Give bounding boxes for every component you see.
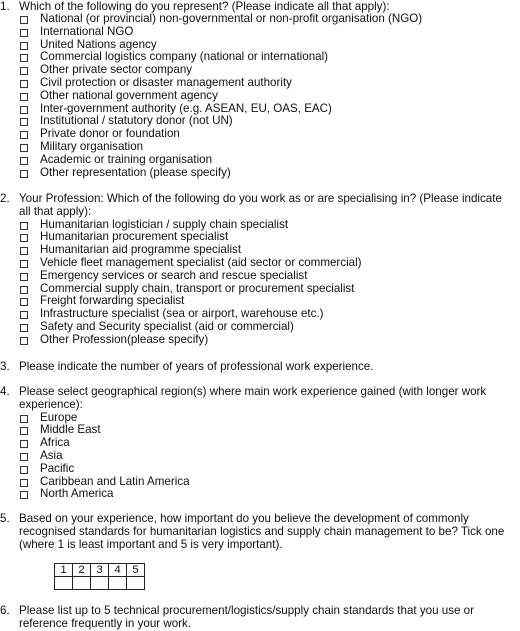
option-label: Private donor or foundation xyxy=(40,127,180,141)
question-1 xyxy=(0,0,516,179)
option-label: Military organisation xyxy=(40,139,144,153)
checkbox[interactable] xyxy=(20,260,28,268)
option-label: Commercial logistics company (national or international) xyxy=(40,50,329,64)
checkbox[interactable] xyxy=(20,222,28,230)
option-label: Humanitarian procurement specialist xyxy=(40,230,229,244)
option-label: Caribbean and Latin America xyxy=(40,474,190,488)
question-number: 4. xyxy=(0,385,10,398)
option-label: United Nations agency xyxy=(40,37,157,51)
checkbox[interactable] xyxy=(20,144,28,152)
option-label: Institutional / statutory donor (not UN) xyxy=(40,114,233,128)
rating-scale-label: 3 xyxy=(91,564,109,577)
option-label: Humanitarian logistician / supply chain specialist xyxy=(40,217,289,231)
rating-scale-answer-row xyxy=(55,577,145,590)
checkbox[interactable] xyxy=(20,453,28,461)
checkbox[interactable] xyxy=(20,324,28,332)
checkbox[interactable] xyxy=(20,93,28,101)
option-label: Civil protection or disaster management authority xyxy=(40,75,292,89)
checkbox[interactable] xyxy=(20,54,28,62)
option-label: Other Profession(please specify) xyxy=(40,332,209,346)
option-row[interactable] xyxy=(0,463,516,476)
rating-scale-label: 4 xyxy=(109,564,127,577)
checkbox[interactable] xyxy=(20,157,28,165)
option-row[interactable] xyxy=(0,141,516,154)
option-label: Freight forwarding specialist xyxy=(40,294,185,308)
question-text: Please select geographical region(s) where main work experience gained (with longer work experience): xyxy=(19,385,487,411)
rating-cell-1[interactable] xyxy=(55,577,73,590)
checkbox[interactable] xyxy=(20,131,28,139)
checkbox[interactable] xyxy=(20,415,28,423)
option-label: Pacific xyxy=(40,461,75,475)
question-text: Please list up to 5 technical procurement/logistics/supply chain standards that you use or reference frequently in your work. xyxy=(19,604,474,630)
option-label: Europe xyxy=(40,410,78,424)
checkbox[interactable] xyxy=(20,311,28,319)
checkbox[interactable] xyxy=(20,286,28,294)
question-text: Based on your experience, how important do you believe the development of commonly recognised standards for humanitarian logistics and supply chain management to be? Tick one (where 1 is least important and 5 is very important). xyxy=(19,512,505,551)
rating-scale-table xyxy=(54,563,145,590)
question-number: 3. xyxy=(0,360,10,373)
checkbox[interactable] xyxy=(20,491,28,499)
option-label: Safety and Security specialist (aid or commercial) xyxy=(40,319,294,333)
question-number: 6. xyxy=(0,604,10,617)
rating-scale-header-row xyxy=(55,564,145,577)
checkbox[interactable] xyxy=(20,466,28,474)
checkbox[interactable] xyxy=(20,298,28,306)
option-label: Emergency services or search and rescue specialist xyxy=(40,268,308,282)
question-number: 2. xyxy=(0,192,10,205)
option-label: Asia xyxy=(40,448,63,462)
question-text: Your Profession: Which of the following do you work as or are specialising in? (Please indicate all that apply): xyxy=(19,192,502,218)
option-label: Other national government agency xyxy=(40,88,218,102)
option-row[interactable] xyxy=(0,90,516,103)
rating-cell-2[interactable] xyxy=(73,577,91,590)
question-2 xyxy=(0,193,516,347)
question-text: Please indicate the number of years of professional work experience. xyxy=(19,360,374,373)
option-label: Academic or training organisation xyxy=(40,152,213,166)
question-number: 5. xyxy=(0,512,10,525)
question-5 xyxy=(0,513,516,551)
option-label: International NGO xyxy=(40,24,134,38)
rating-scale-label: 1 xyxy=(55,564,73,577)
option-label: Other private sector company xyxy=(40,63,193,77)
checkbox[interactable] xyxy=(20,67,28,75)
option-row[interactable] xyxy=(0,450,516,463)
checkbox[interactable] xyxy=(20,80,28,88)
option-row[interactable] xyxy=(0,26,516,39)
option-label: Inter-government authority (e.g. ASEAN, EU, OAS, EAC) xyxy=(40,101,332,115)
option-label: Other representation (please specify) xyxy=(40,165,231,179)
option-label: Africa xyxy=(40,436,70,450)
rating-cell-5[interactable] xyxy=(127,577,145,590)
option-row[interactable] xyxy=(0,488,516,501)
checkbox[interactable] xyxy=(20,234,28,242)
checkbox[interactable] xyxy=(20,29,28,37)
option-label: Middle East xyxy=(40,423,101,437)
question-6 xyxy=(0,605,516,631)
checkbox[interactable] xyxy=(20,479,28,487)
checkbox[interactable] xyxy=(20,337,28,345)
option-row[interactable] xyxy=(0,167,516,180)
question-text: Which of the following do you represent? (Please indicate all that apply): xyxy=(19,0,390,13)
question-3 xyxy=(0,360,516,373)
checkbox[interactable] xyxy=(20,118,28,126)
option-row[interactable] xyxy=(0,321,516,334)
option-row[interactable] xyxy=(0,437,516,450)
rating-cell-4[interactable] xyxy=(109,577,127,590)
rating-cell-3[interactable] xyxy=(91,577,109,590)
option-row[interactable] xyxy=(0,257,516,270)
option-label: Vehicle fleet management specialist (aid sector or commercial) xyxy=(40,255,362,269)
option-row[interactable] xyxy=(0,424,516,437)
option-label: National (or provincial) non-governmental or non-profit organisation (NGO) xyxy=(40,12,423,25)
checkbox[interactable] xyxy=(20,247,28,255)
option-label: Infrastructure specialist (sea or airport, warehouse etc.) xyxy=(40,307,324,321)
question-number: 1. xyxy=(0,0,10,13)
option-row[interactable] xyxy=(0,334,516,347)
option-row[interactable] xyxy=(0,154,516,167)
option-label: Commercial supply chain, transport or procurement specialist xyxy=(40,281,355,295)
checkbox[interactable] xyxy=(20,273,28,281)
checkbox[interactable] xyxy=(20,170,28,178)
option-row[interactable] xyxy=(0,13,516,26)
option-row[interactable] xyxy=(0,77,516,90)
option-label: Humanitarian aid programme specialist xyxy=(40,243,242,257)
checkbox[interactable] xyxy=(20,42,28,50)
option-label: North America xyxy=(40,487,114,501)
rating-scale-label: 5 xyxy=(127,564,145,577)
checkbox[interactable] xyxy=(20,16,28,24)
checkbox[interactable] xyxy=(20,440,28,448)
option-row[interactable] xyxy=(0,270,516,283)
checkbox[interactable] xyxy=(20,106,28,114)
question-4 xyxy=(0,386,516,501)
checkbox[interactable] xyxy=(20,427,28,435)
rating-scale-label: 2 xyxy=(73,564,91,577)
